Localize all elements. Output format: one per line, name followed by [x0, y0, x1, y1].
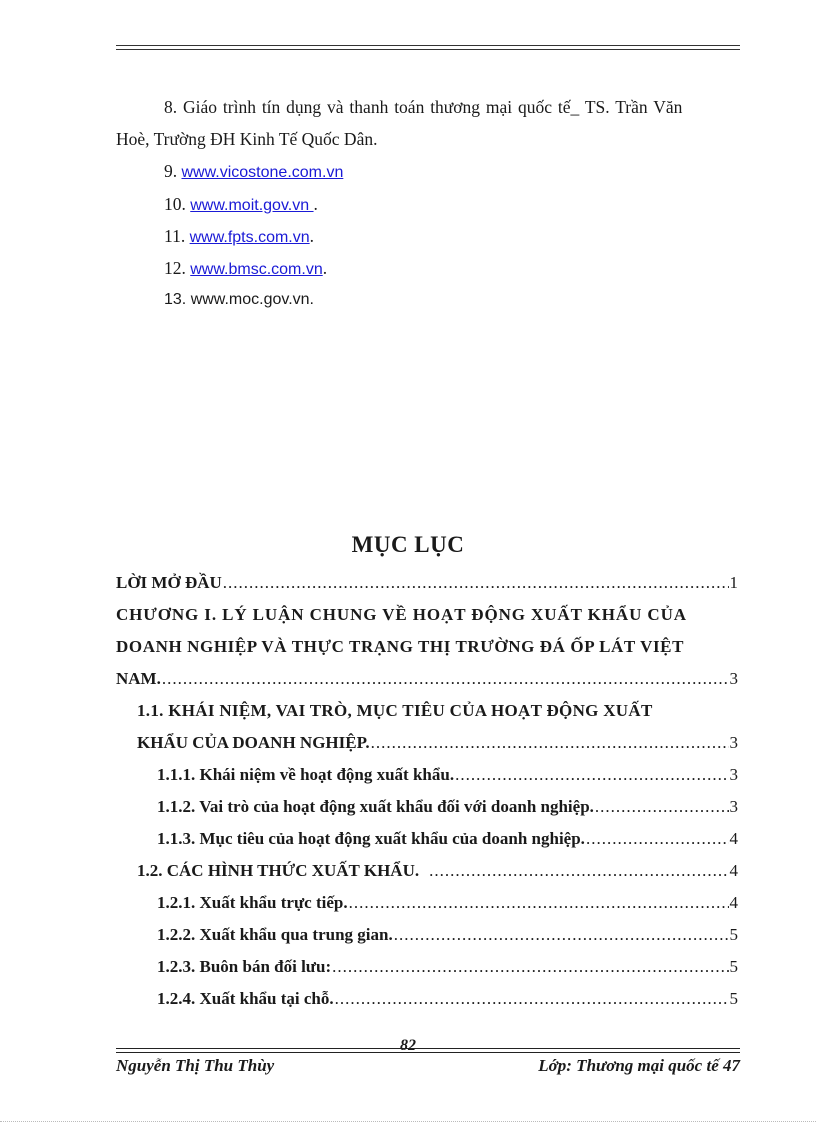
toc-entry-label: 1.2. CÁC HÌNH THỨC XUẤT KHẨU. [137, 861, 420, 880]
footer-author: Nguyễn Thị Thu Thùy [116, 1056, 275, 1075]
reference-item-13: 13. www.moc.gov.vn. [164, 291, 314, 308]
toc-page-number: 5 [729, 957, 738, 976]
toc-entry-label: KHẨU CỦA DOANH NGHIỆP. [137, 733, 370, 752]
reference-link-bmsc[interactable]: www.bmsc.com.vn [190, 261, 323, 278]
toc-page-number: 5 [729, 989, 738, 1008]
reference-item-8-line-1: 8. Giáo trình tín dụng và thanh toán thương mại quốc tế_ TS. Trần Văn [164, 97, 683, 117]
toc-entry-1-1-2[interactable] [157, 796, 738, 818]
toc-leader-dots [455, 764, 728, 786]
footer-rule-top [116, 1048, 740, 1049]
toc-leader-dots [586, 828, 729, 850]
reference-number: 12. [164, 258, 186, 278]
reference-item-9 [164, 160, 343, 184]
toc-leader-dots [371, 732, 729, 754]
toc-leader-dots [332, 956, 728, 978]
toc-entry-label: 1.2.4. Xuất khẩu tại chỗ. [157, 989, 334, 1008]
reference-item-10 [164, 193, 318, 217]
toc-leader-dots [162, 668, 729, 690]
toc-entry-1-1-line-1[interactable]: 1.1. KHÁI NIỆM, VAI TRÒ, MỤC TIÊU CỦA HOẠT ĐỘNG XUẤT [137, 701, 653, 720]
page-number: 82 [400, 1037, 416, 1054]
reference-item-12 [164, 257, 327, 281]
toc-leader-dots [349, 892, 729, 914]
footer-rule-bottom [116, 1052, 740, 1053]
toc-leader-dots [223, 572, 729, 594]
toc-entry-label: 1.2.2. Xuất khẩu qua trung gian. [157, 925, 393, 944]
toc-page-number: 4 [729, 829, 738, 848]
reference-number: 11. [164, 226, 186, 246]
reference-tail: . [322, 258, 328, 278]
toc-leader-dots [394, 924, 729, 946]
toc-entry-label: LỜI MỞ ĐẦU [116, 573, 222, 592]
reference-tail: . [309, 226, 315, 246]
toc-entry-label: 1.1.2. Vai trò của hoạt động xuất khẩu đối với doanh nghiệp. [157, 797, 594, 816]
reference-number: 10. [164, 194, 186, 214]
toc-page-number: 5 [729, 925, 738, 944]
toc-entry-1-2-2[interactable] [157, 924, 738, 946]
reference-link-moit[interactable]: www.moit.gov.vn [190, 197, 314, 214]
header-rule-top [116, 45, 740, 46]
toc-page-number: 3 [729, 797, 738, 816]
reference-item-11 [164, 225, 314, 249]
toc-entry-1-2-1[interactable] [157, 892, 738, 914]
toc-entry-chuong-1-line-3[interactable] [116, 668, 738, 690]
toc-page-number: 3 [729, 765, 738, 784]
page-bottom-border [0, 1121, 816, 1122]
toc-entry-loi-mo-dau[interactable] [116, 572, 738, 594]
reference-link-vicostone[interactable]: www.vicostone.com.vn [181, 164, 344, 181]
toc-entry-label: 1.2.3. Buôn bán đối lưu: [157, 957, 332, 976]
toc-leader-dots [335, 988, 729, 1010]
toc-entry-label: 1.2.1. Xuất khẩu trực tiếp. [157, 893, 348, 912]
toc-entry-1-1-line-2[interactable] [137, 732, 738, 754]
toc-entry-chuong-1-line-1[interactable]: CHƯƠNG I. LÝ LUẬN CHUNG VỀ HOẠT ĐỘNG XUẤT KHẨU CỦA [116, 605, 687, 624]
reference-tail: . [313, 194, 318, 214]
reference-item-8-line-2: Hoè, Trường ĐH Kinh Tế Quốc Dân. [116, 129, 378, 149]
toc-entry-label: 1.1.1. Khái niệm về hoạt động xuất khẩu. [157, 765, 455, 784]
toc-entry-label: NAM. [116, 669, 161, 688]
toc-entry-1-2-4[interactable] [157, 988, 738, 1010]
toc-entry-1-1-1[interactable] [157, 764, 738, 786]
toc-page-number: 3 [729, 733, 738, 752]
header-rule-bottom [116, 49, 740, 50]
toc-page-number: 3 [729, 669, 738, 688]
toc-title: MỤC LỤC [351, 532, 465, 557]
toc-leader-dots [429, 860, 728, 882]
toc-entry-label: 1.1.3. Mục tiêu của hoạt động xuất khẩu của doanh nghiệp. [157, 829, 585, 848]
toc-entry-1-2-3[interactable] [157, 956, 738, 978]
reference-number: 9. [164, 161, 178, 181]
toc-entry-1-2[interactable] [137, 860, 738, 882]
toc-page-number: 1 [729, 573, 738, 592]
toc-entry-chuong-1-line-2[interactable]: DOANH NGHIỆP VÀ THỰC TRẠNG THỊ TRƯỜNG ĐÁ ỐP LÁT VIỆT [116, 637, 685, 656]
toc-page-number: 4 [729, 861, 738, 880]
toc-leader-dots [595, 796, 729, 818]
toc-entry-1-1-3[interactable] [157, 828, 738, 850]
reference-link-fpts[interactable]: www.fpts.com.vn [189, 229, 310, 246]
footer-class: Lớp: Thương mại quốc tế 47 [538, 1056, 740, 1075]
toc-page-number: 4 [729, 893, 738, 912]
